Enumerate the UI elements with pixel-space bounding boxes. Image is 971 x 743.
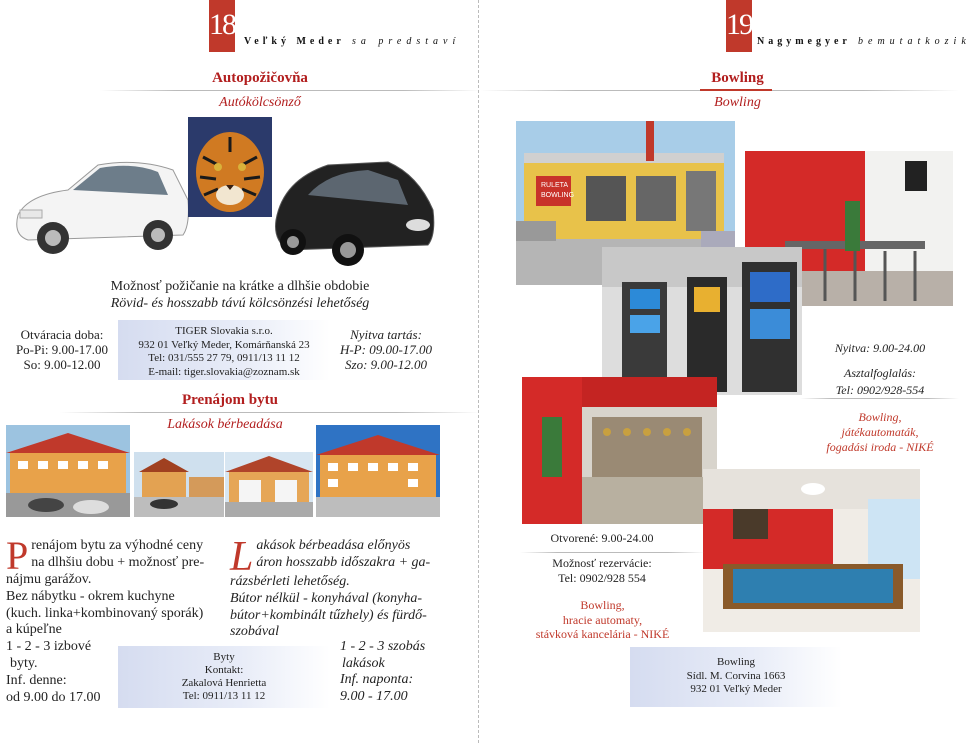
bowling-subtitle: Bowling xyxy=(714,95,761,110)
hu-rooms-line-1: 1 - 2 - 3 szobás xyxy=(340,639,426,654)
service-sk-1: Bowling, xyxy=(580,598,625,612)
apartments-title: Prenájom bytu xyxy=(182,392,278,408)
bowling-hours-hu xyxy=(805,340,955,399)
service-hu-2: játékautomaták, xyxy=(841,425,919,439)
header-town-hu: Nagymegyer xyxy=(757,36,851,47)
apartments-text-hu xyxy=(230,534,450,641)
contact-label: Kontakt: xyxy=(204,664,244,676)
bowling-open-sk: Otvorené: 9.00-24.00 xyxy=(550,531,654,545)
sk-line-1: renájom bytu za výhodné ceny xyxy=(31,538,204,553)
car-rental-hours-sk xyxy=(6,327,118,372)
hu-line-6: szobával xyxy=(230,624,279,640)
hu-line-3: rázsbérleti lehetőség. xyxy=(230,574,350,589)
bowling-reservation-label-sk: Možnosť rezervácie: xyxy=(552,556,652,570)
hours-label-sk: Otváracia doba: xyxy=(20,327,104,342)
company-name: TIGER Slovakia s.r.o. xyxy=(175,325,273,337)
rule-bowling-info xyxy=(800,398,959,399)
page-number-right: 19 xyxy=(726,0,752,52)
contact-label-byty: Byty xyxy=(213,651,235,663)
bowling-address-box xyxy=(630,647,842,707)
apartment-photo-1 xyxy=(6,425,130,517)
car-rental-contact-box xyxy=(118,320,330,380)
sk-line-10: od 9.00 do 17.00 xyxy=(6,689,101,705)
rule-bowling-sk xyxy=(520,552,705,553)
black-car-photo xyxy=(268,150,438,270)
sk-line-6: a kúpeľne xyxy=(6,622,62,638)
sk-line-2: na dlhšiu dobu + možnosť pre- xyxy=(31,554,205,570)
page-number-left: 18 xyxy=(209,0,235,52)
bowling-services-sk xyxy=(510,598,695,642)
tiger-photo xyxy=(188,117,272,217)
sk-line-5: (kuch. linka+kombinovaný sporák) xyxy=(6,605,204,621)
apartments-rooms-hu xyxy=(340,639,460,705)
contact-person: Zakalová Henrietta xyxy=(181,677,267,689)
dropcap-hu: L xyxy=(230,534,254,580)
rule-car-rental-top xyxy=(100,90,480,91)
hours-weekday-sk: Po-Pi: 9.00-17.00 xyxy=(15,342,109,357)
address-street: Sídl. M. Corvina 1663 xyxy=(686,669,786,682)
hours-saturday-sk: So: 9.00-12.00 xyxy=(23,357,101,372)
bowling-phone-sk: Tel: 0902/928 554 xyxy=(558,571,646,585)
bowling-open-hu: Nyitva: 9.00-24.00 xyxy=(834,341,926,355)
hu-line-2: áron hosszabb időszakra + ga- xyxy=(256,554,431,570)
hours-saturday-hu: Szo: 9.00-12.00 xyxy=(345,357,427,372)
car-rental-title: Autopožičovňa xyxy=(212,70,308,86)
car-rental-subtitle: Autókölcsönző xyxy=(219,95,301,110)
bowling-title: Bowling xyxy=(711,70,764,86)
hours-label-hu: Nyitva tartás: xyxy=(350,327,422,342)
sk-line-3: nájmu garážov. xyxy=(6,572,92,587)
sk-line-4: Bez nábytku - okrem kuchyne xyxy=(6,588,175,604)
header-tagline-sk: sa predstaví xyxy=(352,36,461,47)
header-tagline-hu: bemutatkozik xyxy=(858,36,971,47)
hours-weekday-hu: H-P: 09.00-17.00 xyxy=(339,342,433,357)
rule-bowling-accent xyxy=(700,89,772,91)
sk-line-8: byty. xyxy=(10,655,38,671)
hu-line-4: Bútor nélkül - konyhával (konyha- xyxy=(230,590,423,606)
sign-bowling: BOWLING xyxy=(541,192,575,199)
service-hu-3: fogadási iroda - NIKÉ xyxy=(826,440,934,454)
company-email: E-mail: tiger.slovakia@zoznam.sk xyxy=(148,365,300,378)
company-phone: Tel: 031/555 27 79, 0911/13 11 12 xyxy=(148,352,300,364)
slot-machines-photo xyxy=(602,247,802,395)
apartment-photo-4 xyxy=(316,425,440,517)
hu-line-1: akások bérbeadása előnyös xyxy=(256,538,411,553)
apartment-photo-3 xyxy=(225,452,313,517)
bowling-phone-hu: Tel: 0902/928-554 xyxy=(835,383,925,397)
hu-rooms-line-4: 9.00 - 17.00 xyxy=(340,688,408,704)
service-hu-1: Bowling, xyxy=(858,410,902,424)
apartment-photo-2 xyxy=(134,452,224,517)
hu-line-5: bútor+kombinált tűzhely) és fürdő- xyxy=(230,607,427,623)
address-name: Bowling xyxy=(717,656,755,668)
page-divider xyxy=(478,0,479,743)
service-sk-2: hracie automaty, xyxy=(562,612,643,627)
car-rental-desc-sk: Možnosť požičanie na krátke a dlhšie obdobie xyxy=(110,279,370,294)
car-rental-hours-hu xyxy=(330,327,442,372)
hu-rooms-line-2: lakások xyxy=(342,655,385,671)
company-address: 932 01 Veľký Meder, Komárňanská 23 xyxy=(138,338,310,351)
apartments-subtitle: Lakások bérbeadása xyxy=(167,417,283,432)
bar-photo xyxy=(522,377,717,524)
contact-phone: Tel: 0911/13 11 12 xyxy=(182,690,266,702)
address-city: 932 01 Veľký Meder xyxy=(690,683,782,695)
bowling-reservation-sk xyxy=(522,556,682,586)
apartments-contact-box xyxy=(118,646,330,708)
billiard-photo xyxy=(703,469,920,632)
rule-apartments xyxy=(60,412,480,413)
header-town-sk: Veľký Meder xyxy=(244,36,345,47)
bowling-services-hu xyxy=(805,410,955,455)
bowling-hours-sk xyxy=(522,530,682,547)
sk-line-9: Inf. denne: xyxy=(6,672,67,688)
service-sk-3: stávková kancelária - NIKÉ xyxy=(535,627,670,641)
sign-ruleta: RULETA xyxy=(541,182,569,189)
dropcap-sk: P xyxy=(6,533,29,578)
bowling-reservation-label-hu: Asztalfoglalás: xyxy=(843,366,916,380)
white-car-photo xyxy=(8,140,193,260)
car-rental-desc-hu: Rövid- és hosszabb távú kölcsönzési lehetőség xyxy=(110,296,370,311)
hu-rooms-line-3: Inf. naponta: xyxy=(340,672,414,687)
sk-line-7: 1 - 2 - 3 izbové xyxy=(6,639,92,655)
